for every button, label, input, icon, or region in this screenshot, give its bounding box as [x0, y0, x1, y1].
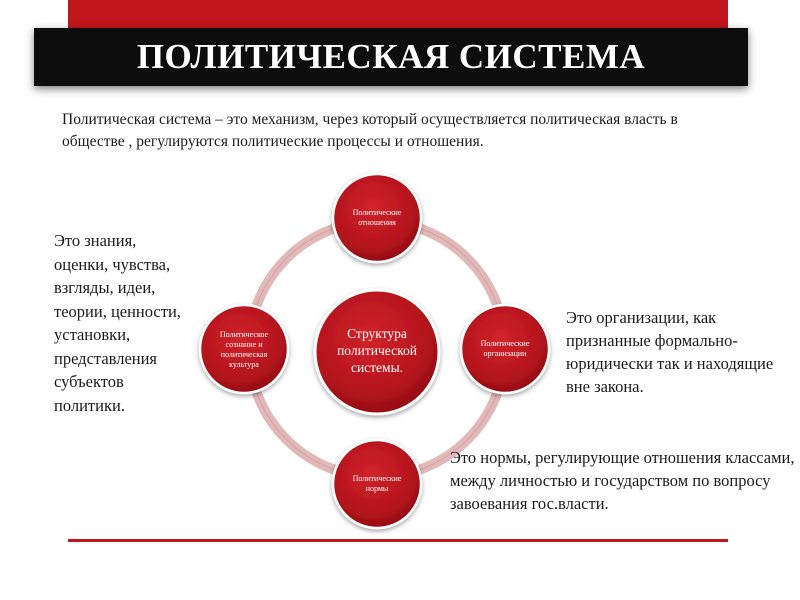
right-bottom-annotation: Это нормы, регулирующие отношения классами, между личностью и государством по вопросу завоевания гос.власти.: [450, 448, 795, 513]
center-label-line-3: системы.: [350, 360, 404, 375]
bottom-divider: [68, 539, 728, 542]
top-node-label-line-1: Политические: [352, 208, 402, 217]
bottom-node-label-line-1: Политические: [352, 474, 402, 483]
definition-text: Политическая система – это механизм, через который осуществляется политическая власть в обществе , регулируются политические процессы и отношения.: [62, 111, 678, 150]
right-node-label-line-2: организации: [483, 349, 527, 358]
top-node: [333, 174, 421, 262]
right-node-label-line-1: Политические: [480, 339, 530, 348]
left-node-label-line-4: культура: [229, 360, 259, 369]
bottom-node: [333, 440, 421, 528]
left-node-label-line-1: Политическое: [219, 330, 269, 339]
center-node: [315, 290, 439, 414]
page-title: ПОЛИТИЧЕСКАЯ СИСТЕМА: [136, 37, 646, 76]
left-annotation: Это знания, оценки, чувства, взгляды, идеи, теории, ценности, установки, представления субъектов политики.: [54, 231, 181, 415]
right-node: [461, 305, 549, 393]
left-node-label-line-3: политическая: [220, 350, 268, 359]
center-label-line-2: политической: [337, 343, 417, 358]
bottom-node-label-line-2: нормы: [365, 484, 389, 493]
left-node: [200, 305, 288, 393]
center-label-line-1: Структура: [347, 326, 407, 341]
left-node-label-line-2: сознание и: [225, 340, 263, 349]
right-top-annotation: Это организации, как признанные формально-юридически так и находящие вне закона.: [566, 308, 774, 396]
top-node-label-line-2: отношения: [358, 218, 396, 227]
